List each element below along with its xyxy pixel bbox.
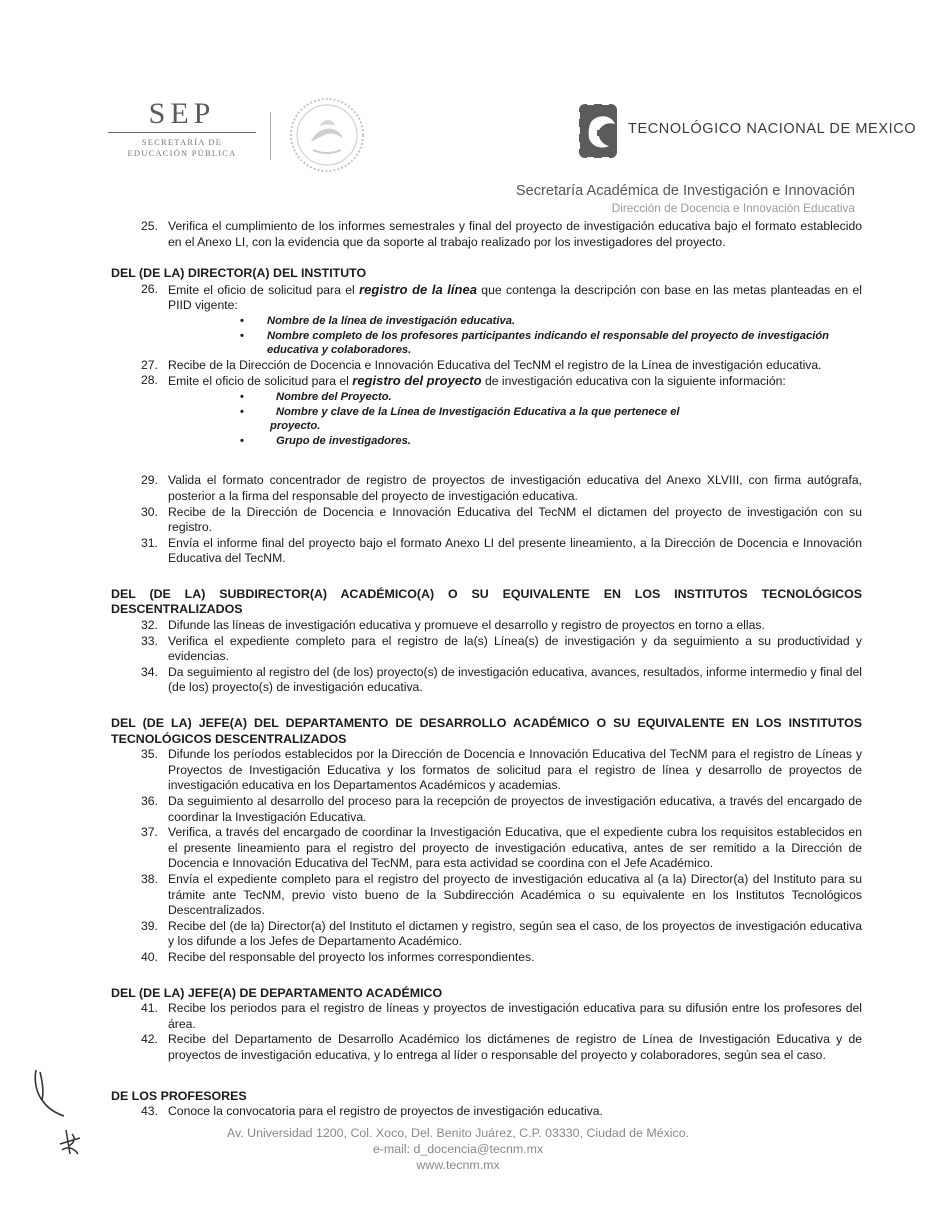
item-number: 30. (141, 504, 158, 519)
item-text-emphasis: registro de la línea (359, 281, 477, 297)
item-text-post: que contenga la descripción con base en las metas planteadas en el PIID vigente: (168, 282, 862, 313)
item-number: 40. (141, 949, 158, 964)
item-text: Envía el expediente completo para el registro del proyecto de investigación educativa al (a la) Director(a) del Instituto para su trámite ante TecNM, previo visto bueno de la Subdirección Académica o su equivalente en los Institutos Tecnológicos Descentralizados. (168, 871, 862, 918)
item-number: 29. (141, 473, 158, 488)
list-item-40 (111, 950, 862, 966)
bullet-dot-icon: • (240, 329, 244, 342)
item-text: Recibe de la Dirección de Docencia e Innovación Educativa del TecNM el registro de la Línea de investigación educativa. (168, 357, 822, 372)
mexico-seal-icon (287, 96, 367, 174)
bullet-dot-icon: • (240, 434, 244, 447)
item-number: 32. (141, 618, 158, 633)
list-item-28 (111, 373, 862, 390)
item-text: Envía el informe final del proyecto bajo el formato Anexo LI del presente lineamiento, a la Dirección de Docencia e Innovación Educativa del TecNM. (168, 535, 862, 566)
item-text: Recibe del responsable del proyecto los informes correspondientes. (168, 949, 535, 964)
secretaria-title: Secretaría Académica de Investigación e Innovación (515, 183, 855, 199)
bullet-item-continuation (111, 419, 862, 434)
direccion-title: Dirección de Docencia e Innovación Educativa (611, 201, 855, 215)
item-number: 31. (141, 535, 158, 550)
tecnm-name: TECNOLÓGICO NACIONAL DE MEXICO (628, 121, 917, 137)
list-item-29 (111, 473, 862, 504)
list-item-42 (111, 1032, 862, 1063)
bullet-dot-icon: • (240, 405, 244, 418)
item-text: Difunde los períodos establecidos por la Dirección de Docencia e Innovación Educativa del TecNM para el registro de Líneas y Proyectos de Investigación Educativa y los formatos de solicitud para el registro de línea y desarrollo de proyectos de investigación educativa en los Departamentos Académicos y academias. (168, 747, 862, 793)
item-number: 42. (141, 1032, 158, 1047)
section-title-subdirector: DEL (DE LA) SUBDIRECTOR(A) ACADÉMICO(A) O SU EQUIVALENTE EN LOS INSTITUTOS TECNOLÓGICOS DESCENTRALIZADOS (111, 586, 862, 617)
sep-logo-subtitle-1: SECRETARÍA DE (141, 137, 223, 147)
list-item-37 (111, 825, 862, 872)
sep-logo-subtitle-2: EDUCACIÓN PÚBLICA (127, 148, 237, 158)
list-item-33 (111, 634, 862, 665)
item-text: Recibe de la Dirección de Docencia e Innovación Educativa del TecNM el dictamen del proyecto de investigación con su registro. (168, 504, 862, 535)
sep-logo (108, 98, 256, 159)
document-body (111, 219, 862, 1120)
item-text-pre: Emite el oficio de solicitud para el (168, 282, 360, 297)
bullet-dot-icon: • (240, 314, 244, 327)
item-text: Da seguimiento al registro del (de los) proyecto(s) de investigación educativa, avances, resultados, informe intermedio y final del (de los) proyecto(s) de investigación educativa. (168, 664, 862, 695)
list-item-25 (111, 219, 862, 250)
list-item-41 (111, 1001, 862, 1032)
item-number: 43. (141, 1104, 158, 1119)
bullet-item (111, 390, 862, 405)
list-item-43 (111, 1104, 862, 1120)
list-item-31 (111, 536, 862, 567)
item-text-post: de investigación educativa con la siguiente información: (481, 374, 786, 389)
item-number: 38. (141, 871, 158, 886)
item-number: 41. (141, 1001, 158, 1016)
list-item-30 (111, 505, 862, 536)
signature-mark-icon (30, 1066, 74, 1118)
item-number: 35. (141, 747, 158, 762)
bullet-item (111, 329, 862, 358)
item-text: Verifica, a través del encargado de coordinar la Investigación Educativa, que el expediente cubra los requisitos establecidos en el presente lineamiento para el registro del proyecto de investigación educativa, antes de ser remitido a la Dirección de Docencia e Innovación Educativa del TecNM, para esta actividad se coordina con el Jefe Académico. (168, 825, 862, 871)
list-item-32 (111, 618, 862, 634)
section-title-jefe-departamento: DEL (DE LA) JEFE(A) DE DEPARTAMENTO ACADÉMICO (111, 985, 443, 1000)
bullet-item (111, 434, 862, 449)
list-item-39 (111, 919, 862, 950)
bullet-text: Nombre del Proyecto. (276, 390, 392, 403)
item-number: 34. (141, 664, 158, 679)
item-text: Recibe los periodos para el registro de líneas y proyectos de investigación educativa para su difusión entre los profesores del área. (168, 1001, 862, 1031)
list-item-34 (111, 665, 862, 696)
bullet-text: Nombre completo de los profesores participantes indicando el responsable del proyecto de investigación educativa y colaboradores. (267, 329, 829, 357)
item-number: 26. (141, 281, 158, 296)
item-number: 25. (141, 219, 158, 233)
item-text: Recibe del Departamento de Desarrollo Académico los dictámenes de registro de Línea de Investigación Educativa y de proyectos de investigación educativa, y lo entrega al líder o responsable del proyecto y colaboradores, según sea el caso. (168, 1032, 862, 1062)
bullet-text: Grupo de investigadores. (276, 434, 411, 447)
list-item-27 (111, 358, 862, 374)
item-text-pre: Emite el oficio de solicitud para el (168, 374, 353, 389)
item-text: Conoce la convocatoria para el registro de proyectos de investigación educativa. (168, 1104, 603, 1119)
item-number: 39. (141, 918, 158, 933)
sep-logo-rule (108, 132, 256, 133)
bullet-text: Nombre y clave de la Línea de Investigación Educativa a la que pertenece el (276, 405, 680, 418)
section-title-profesores: DE LOS PROFESORES (111, 1088, 247, 1103)
list-item-26 (111, 282, 862, 314)
bullet-dot-icon: • (240, 390, 244, 403)
list-item-35 (111, 747, 862, 794)
item-text: Valida el formato concentrador de registro de proyectos de investigación educativa del Anexo XLVIII, con firma autógrafa, posterior a la firma del responsable del proyecto de investigación educativa. (168, 473, 862, 503)
sep-logo-word: SEP (148, 97, 216, 130)
bullet-text: proyecto. (270, 420, 321, 433)
item-text: Difunde las líneas de investigación educativa y promueve el desarrollo y registro de proyectos en torno a ellas. (168, 618, 765, 633)
tecnm-gear-icon (575, 100, 621, 162)
section-title-director: DEL (DE LA) DIRECTOR(A) DEL INSTITUTO (111, 266, 367, 281)
bullet-item (111, 405, 862, 420)
footer-website: www.tecnm.mx (416, 1158, 500, 1172)
bullet-item (111, 314, 862, 329)
footer-address: Av. Universidad 1200, Col. Xoco, Del. Benito Juárez, C.P. 03330, Ciudad de México. (226, 1126, 690, 1140)
item-text: Da seguimiento al desarrollo del proceso para la recepción de proyectos de investigación educativa, a través del encargado de coordinar la Investigación Educativa. (168, 794, 862, 824)
footer-email: e-mail: d_docencia@tecnm.mx (372, 1142, 544, 1156)
item-text: Verifica el cumplimiento de los informes semestrales y final del proyecto de investigación educativa bajo el formato establecido en el Anexo LI, con la evidencia que da soporte al trabajo realizado por los investigadores del proyecto. (168, 219, 862, 249)
bullet-text: Nombre de la línea de investigación educativa. (267, 314, 516, 327)
list-item-36 (111, 794, 862, 825)
item-number: 33. (141, 633, 158, 648)
header-divider (270, 112, 271, 160)
item-number: 27. (141, 357, 158, 372)
item-text: Recibe del (de la) Director(a) del Instituto el dictamen y registro, según sea el caso, de los proyectos de investigación educativa y los difunde a los Jefes de Departamento Académico. (168, 918, 862, 949)
item-number: 36. (141, 794, 158, 808)
item-number: 37. (141, 825, 158, 840)
item-text: Verifica el expediente completo para el registro de la(s) Línea(s) de investigación y da seguimiento a su productividad y evidencias. (168, 633, 862, 664)
list-item-38 (111, 872, 862, 919)
section-title-jefe-desarrollo: DEL (DE LA) JEFE(A) DEL DEPARTAMENTO DE DESARROLLO ACADÉMICO O SU EQUIVALENTE EN LOS INSTITUTOS TECNOLÓGICOS DESCENTRALIZADOS (111, 716, 862, 746)
item-number: 28. (141, 373, 158, 388)
item-text-emphasis: registro del proyecto (352, 373, 482, 389)
